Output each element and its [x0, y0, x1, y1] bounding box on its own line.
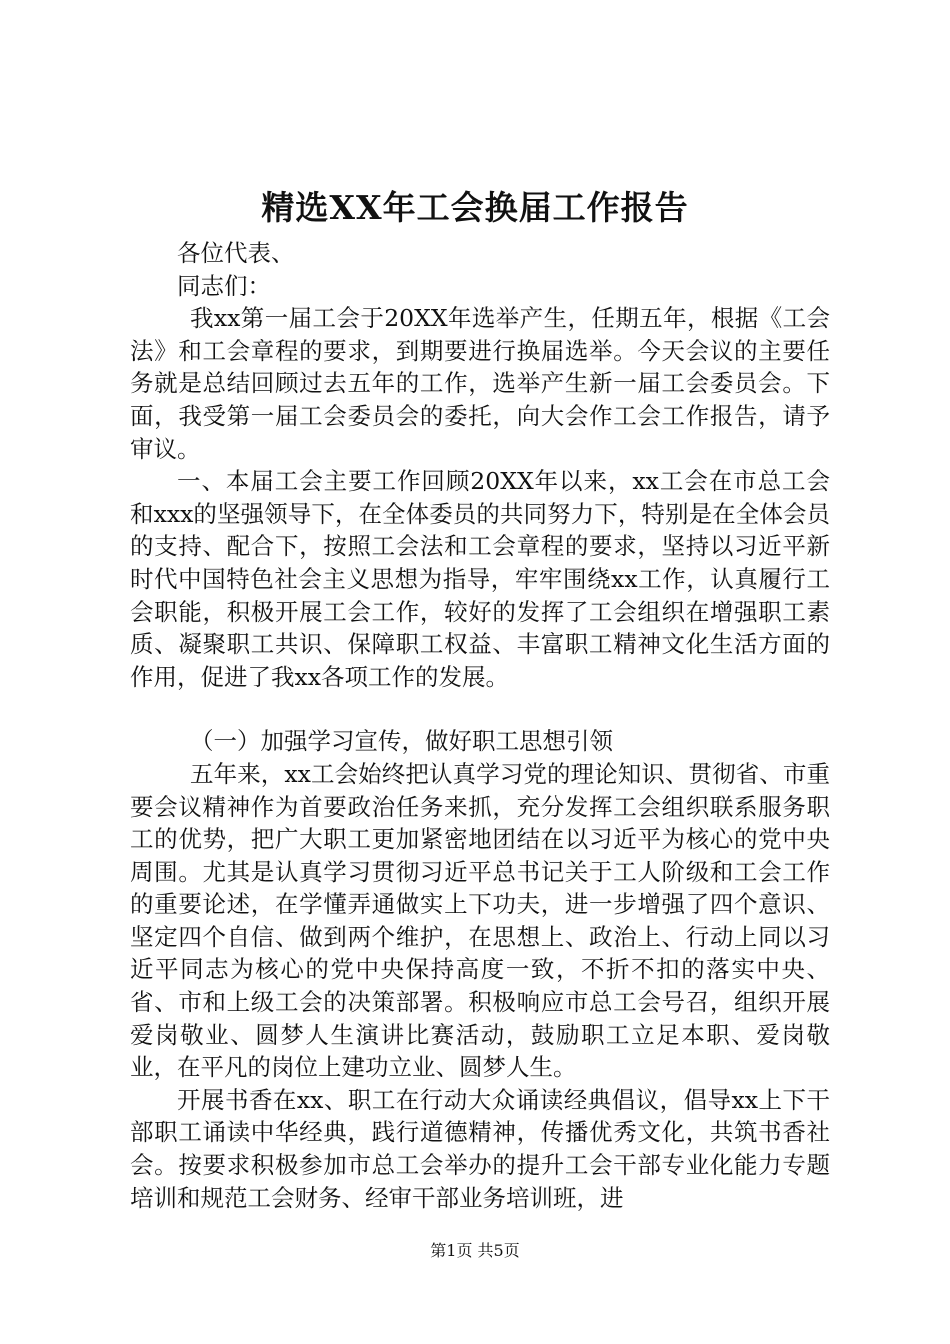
study-paragraph: 五年来，xx工会始终把认真学习党的理论知识、贯彻省、市重要会议精神作为首要政治任务来抓，充分发挥工会组织联系服务职工的优势，把广大职工更加紧密地团结在以习近平为核心的党中央周围。尤其是认真学习贯彻习近平总书记关于工人阶级和工会工作的重要论述，在学懂弄通做实上下功夫，进一步增强了四个意识、坚定四个自信、做到两个维护，在思想上、政治上、行动上同以习近平同志为核心的党中央保持高度一致，不折不扣的落实中央、省、市和上级工会的决策部署。积极响应市总工会号召，组织开展爱岗敬业、圆梦人生演讲比赛活动，鼓励职工立足本职、爱岗敬业，在平凡的岗位上建功立业、圆梦人生。 — [130, 759, 830, 1082]
salutation-line-1: 各位代表、 — [177, 239, 295, 267]
document-title: 精选XX年工会换届工作报告 — [261, 188, 689, 227]
page-footer: 第1页 共5页 — [430, 1241, 520, 1260]
paragraph-spacer — [130, 693, 830, 725]
reading-paragraph: 开展书香在xx、职工在行动大众诵读经典倡议，倡导xx上下干部职工诵读中华经典，践行道德精神，传播优秀文化，共筑书香社会。按要求积极参加市总工会举办的提升工会干部专业化能力专题培训和规范工会财务、经审干部业务培训班，进 — [130, 1085, 830, 1212]
subsection-heading: （一）加强学习宣传，做好职工思想引领 — [190, 727, 613, 756]
document-body — [130, 237, 830, 1214]
salutation-line-2: 同志们： — [177, 271, 271, 300]
section-one-paragraph: 一、本届工会主要工作回顾20XX年以来，xx工会在市总工会和xxx的坚强领导下，在全体委员的共同努力下，特别是在全体会员的支持、配合下，按照工会法和工会章程的要求，坚持以习近平新时代中国特色社会主义思想为指导，牢牢围绕xx工作，认真履行工会职能，积极开展工会工作，较好的发挥了工会组织在增强职工素质、凝聚职工共识、保障职工权益、丰富职工精神文化生活方面的作用，促进了我xx各项工作的发展。 — [130, 467, 830, 691]
intro-paragraph: 我xx第一届工会于20XX年选举产生，任期五年，根据《工会法》和工会章程的要求，到期要进行换届选举。今天会议的主要任务就是总结回顾过去五年的工作，选举产生新一届工会委员会。下面，我受第一届工会委员会的委托，向大会作工会工作报告，请予审议。 — [130, 304, 830, 463]
